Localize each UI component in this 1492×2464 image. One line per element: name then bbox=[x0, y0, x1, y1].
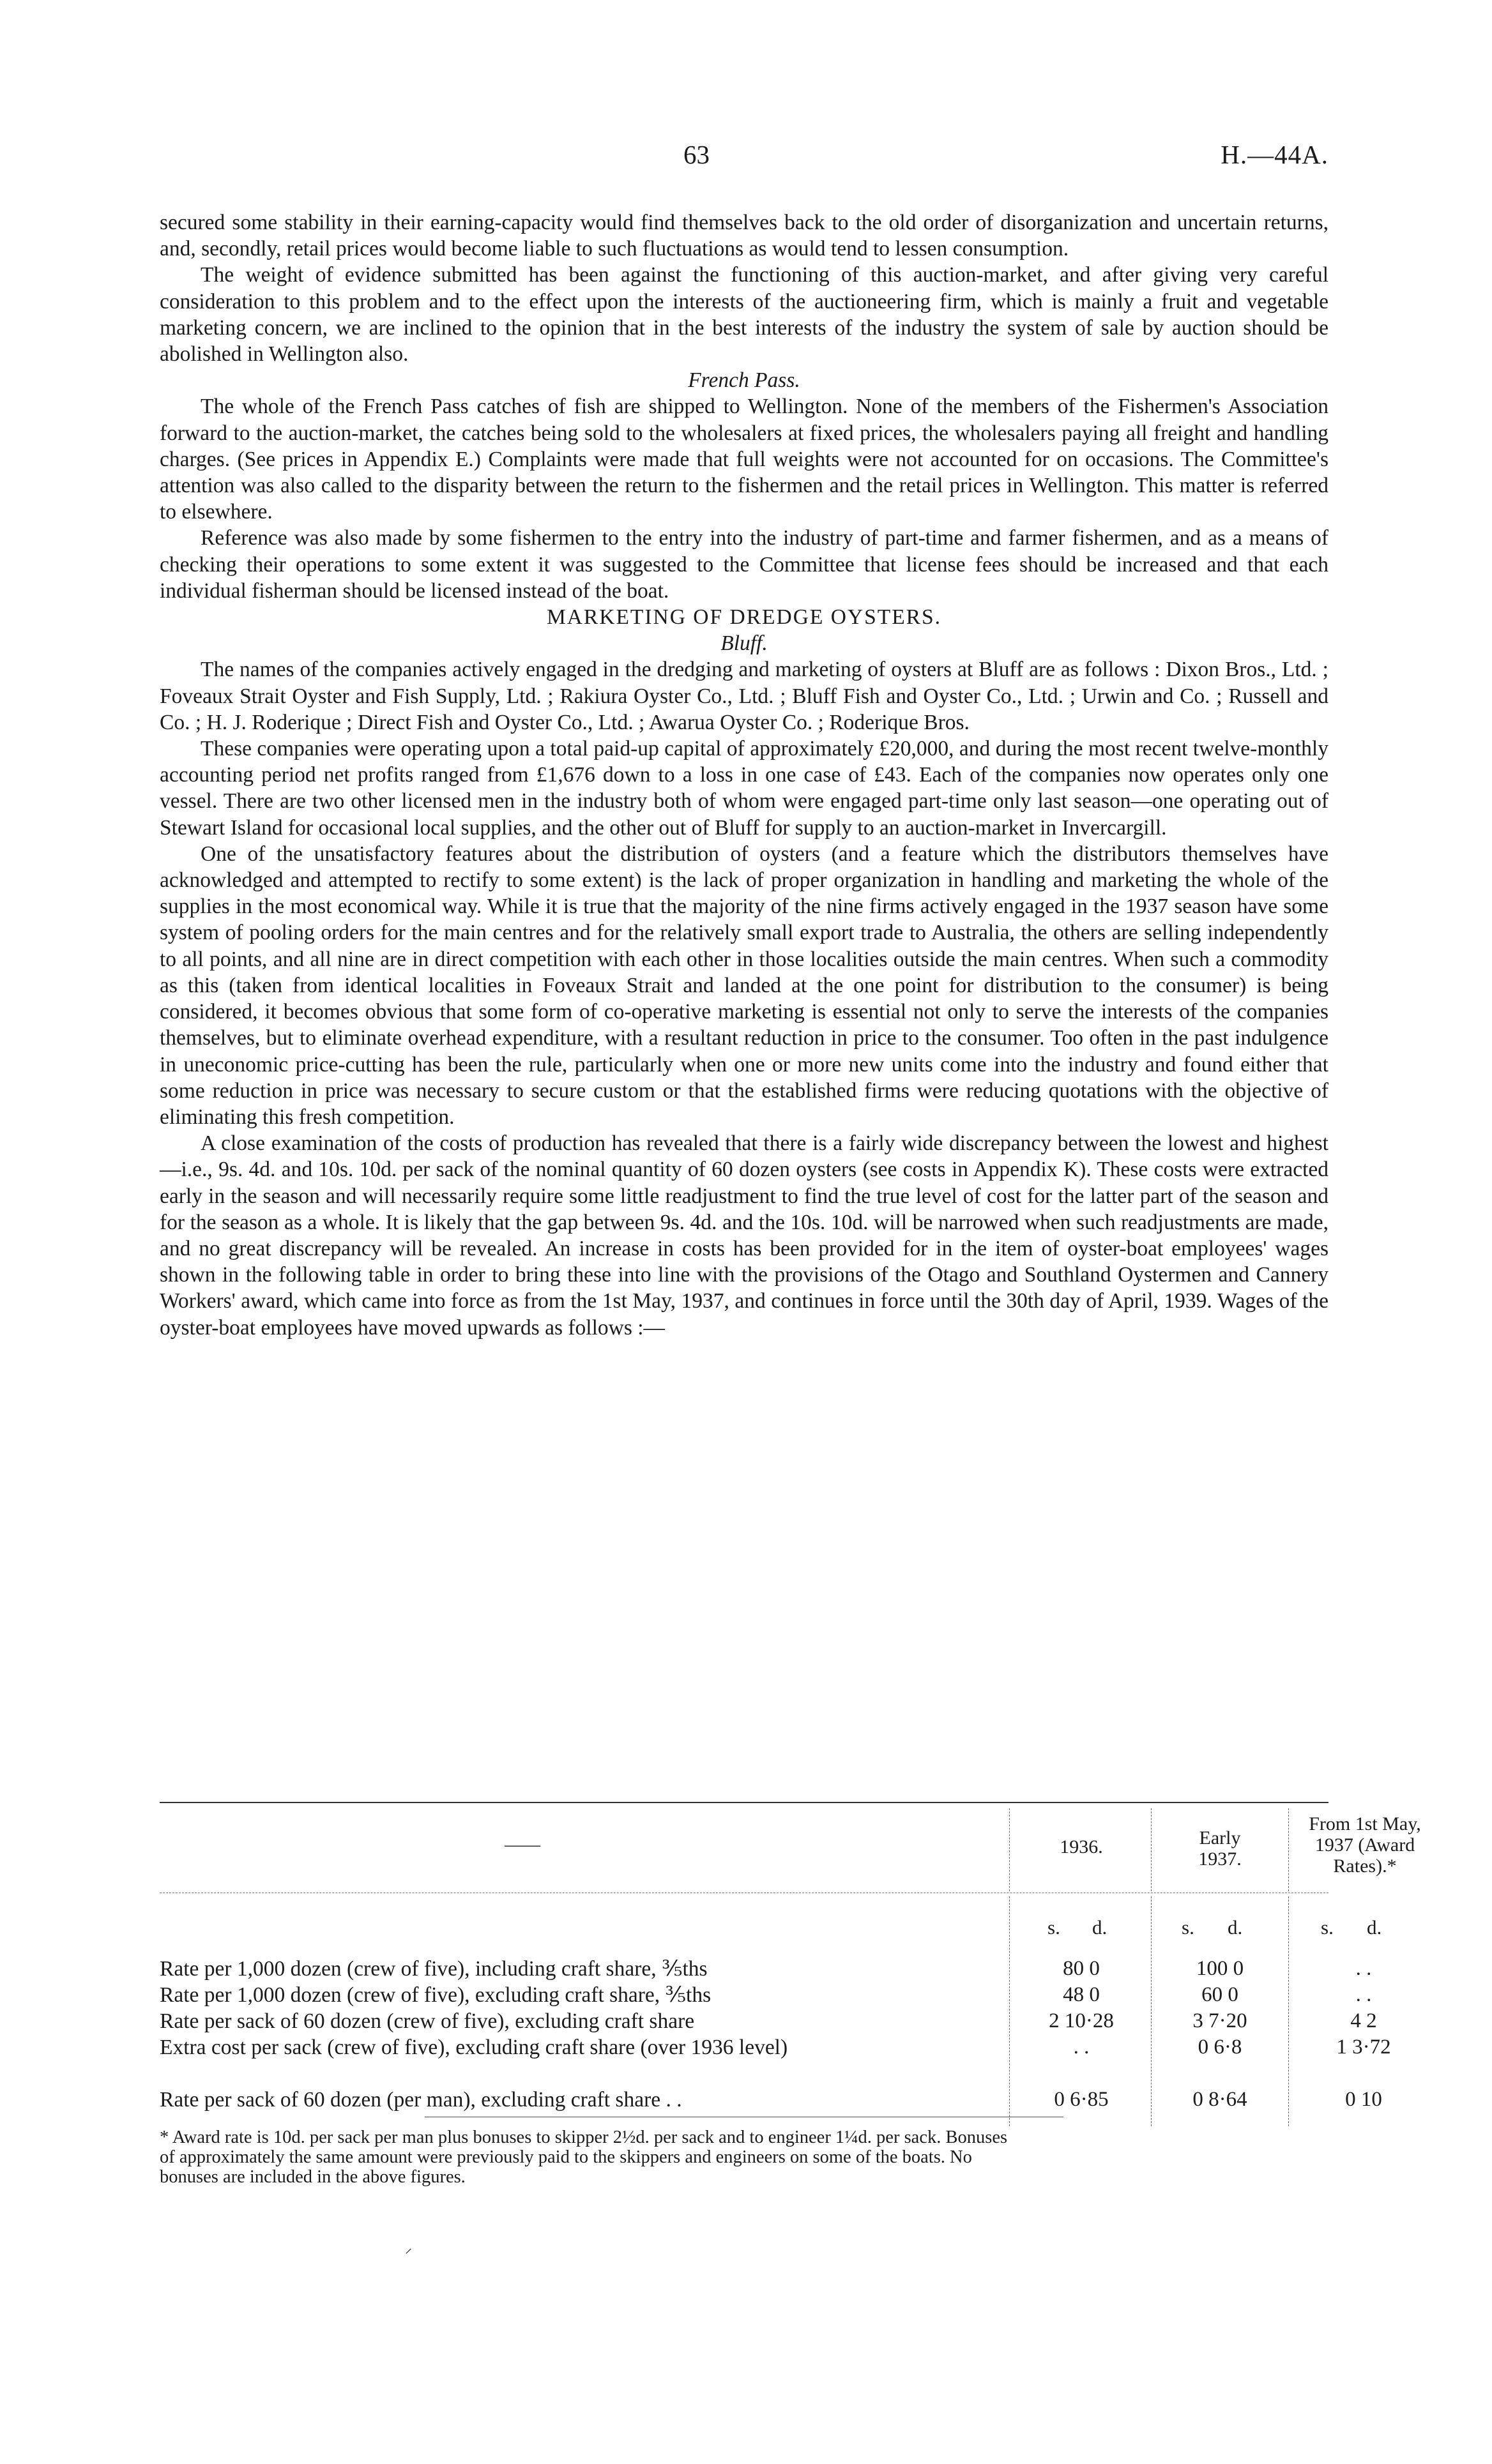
column-divider bbox=[1288, 1896, 1289, 2126]
page-number: 63 bbox=[683, 140, 710, 169]
stub-header: —— bbox=[505, 1835, 540, 1855]
table-row: Rate per 1,000 dozen (crew of five), including craft share, ⅗ths 80 0 100 0 . . bbox=[160, 1957, 1372, 1981]
wages-table bbox=[160, 1794, 1421, 2113]
section-subheading: French Pass. bbox=[688, 368, 800, 393]
paragraph: The whole of the French Pass catches of fish are shipped to Wellington. None of the members of the Fishermen's Association forward to the auction-market, the catches being sold to the wholesalers at fixed prices, the wholesalers paying all freight and handling charges. (See prices in Appendix E.) Complaints were made that full weights were not accounted for on occasions. The Committee's attention was also called to the disparity between the return to the fishermen and the retail prices in Wellington. This matter is referred to elsewhere. bbox=[160, 395, 1328, 524]
col-header-early-1937: Early 1937. bbox=[1198, 1827, 1242, 1870]
column-divider bbox=[1288, 1808, 1289, 1891]
table-row: Rate per 1,000 dozen (crew of five), excluding craft share, ⅗ths 48 0 60 0 . . bbox=[160, 1983, 1372, 2007]
col-header-award-rates: From 1st May, 1937 (Award Rates).* bbox=[1309, 1813, 1421, 1877]
section-title: MARKETING OF DREDGE OYSTERS. bbox=[546, 605, 942, 630]
table-row: Rate per sack of 60 dozen (crew of five), excluding craft share 2 10·28 3 7·20 4 2 bbox=[160, 2009, 1377, 2033]
footnote: * Award rate is 10d. per sack per man plus bonuses to skipper 2½d. per sack and to engineer 1¼d. per sack. Bonuses of approximately the same amount were previously paid to the skippers and engineers on some of the boats. No bonuses are included in the above figures. bbox=[160, 2128, 1008, 2187]
paragraph: A close examination of the costs of production has revealed that there is a fairly wide discrepancy between the lowest and highest—i.e., 9s. 4d. and 10s. 10d. per sack of the nominal quantity of 60 dozen oysters (see costs in Appendix K). These costs were extracted early in the season and will necessarily require some little readjustment to find the true level of cost for the latter part of the season and for the season as a whole. It is likely that the gap between 9s. 4d. and the 10s. 10d. will be narrowed when such readjustments are made, and no great discrepancy will be revealed. An increase in costs has been provided for in the item of oyster-boat employees' wages shown in the following table in order to bring these into line with the provisions of the Otago and Southland Oystermen and Cannery Workers' award, which came into force as from the 1st May, 1937, and continues in force until the 30th day of April, 1939. Wages of the oyster-boat employees have moved upwards as follows :— bbox=[160, 1131, 1328, 1340]
col-header-1936: 1936. bbox=[1060, 1836, 1103, 1857]
body-text bbox=[160, 209, 1328, 1341]
page-header bbox=[160, 139, 1328, 178]
paragraph: Reference was also made by some fishermen to the entry into the industry of part-time and farmer fishermen, and as a means of checking their operations to some extent it was suggested to the Committee that license fees should be increased and that each individual fisherman should be licensed instead of the boat. bbox=[160, 526, 1328, 603]
paragraph: One of the unsatisfactory features about the distribution of oysters (and a feature which the distributors themselves have acknowledged and attempted to rectify to some extent) is the lack of proper organization in handling and marketing the whole of the supplies in the most economical way. While it is true that the majority of the nine firms actively engaged in the 1937 season have some system of pooling orders for the main centres and for the relatively small export trade to Australia, the others are selling independently to all points, and all nine are in direct competition with each other in those localities outside the main centres. When such a commodity as this (taken from identical localities in Foveaux Strait and landed at the one point for distribution to the consumer) is being considered, it becomes obvious that some form of co-operative marketing is essential not only to serve the interests of the companies themselves, but to eliminate overhead expenditure, with a resultant reduction in price to the consumer. Too often in the past indulgence in uneconomic price-cutting has been the rule, particularly when one or more new units come into the industry and found either that some reduction in price was necessary to secure custom or that the established firms were reducing quotations with the objective of eliminating this fresh competition. bbox=[160, 842, 1328, 1129]
series-code: H.—44A. bbox=[1221, 140, 1328, 169]
column-divider bbox=[1151, 1808, 1152, 1891]
paragraph: The names of the companies actively engaged in the dredging and marketing of oysters at Bluff are as follows : Dixon Bros., Ltd. ; Foveaux Strait Oyster and Fish Supply, Ltd. ; Rakiura Oyster Co., Ltd. ; Bluff Fish and Oyster Co., Ltd. ; Urwin and Co. ; Russell and Co. ; H. J. Roderique ; Direct Fish and Oyster Co., Ltd. ; Awarua Oyster Co. ; Roderique Bros. bbox=[160, 658, 1328, 734]
ink-speck: ⸝ bbox=[405, 2240, 413, 2256]
column-divider bbox=[1009, 1896, 1010, 2126]
paragraph: The weight of evidence submitted has been against the functioning of this auction-market, and after giving very careful consideration to this problem and to the effect upon the interests of the auctioneering firm, which is mainly a fruit and vegetable marketing concern, we are inclined to the opinion that in the best interests of the industry the system of sale by auction should be abolished in Wellington also. bbox=[160, 263, 1328, 367]
table-row: Extra cost per sack (crew of five), excluding craft share (over 1936 level) . . 0 6·8 1 3·72 bbox=[160, 2036, 1391, 2059]
paragraph: secured some stability in their earning-capacity would find themselves back to the old order of disorganization and uncertain returns, and, secondly, retail prices would become liable to such fluctuations as would tend to lessen consumption. bbox=[160, 211, 1328, 261]
column-divider bbox=[1009, 1808, 1010, 1891]
table-header-row bbox=[160, 1803, 1421, 1893]
units-row: s. d. s. d. s. d. bbox=[1047, 1916, 1382, 1939]
section-subheading: Bluff. bbox=[720, 631, 768, 656]
paragraph: These companies were operating upon a total paid-up capital of approximately £20,000, and during the most recent twelve-monthly accounting period net profits ranged from £1,676 down to a loss in one case of £43. Each of the companies now operates only one vessel. There are two other licensed men in the industry both of whom were engaged part-time only last season—one operating out of Stewart Island for occasional local supplies, and the other out of Bluff for supply to an auction-market in Invercargill. bbox=[160, 737, 1328, 840]
table-row: Rate per sack of 60 dozen (per man), excluding craft share . . 0 6·85 0 8·64 0 10 bbox=[160, 2088, 1382, 2112]
column-divider bbox=[1151, 1896, 1152, 2126]
